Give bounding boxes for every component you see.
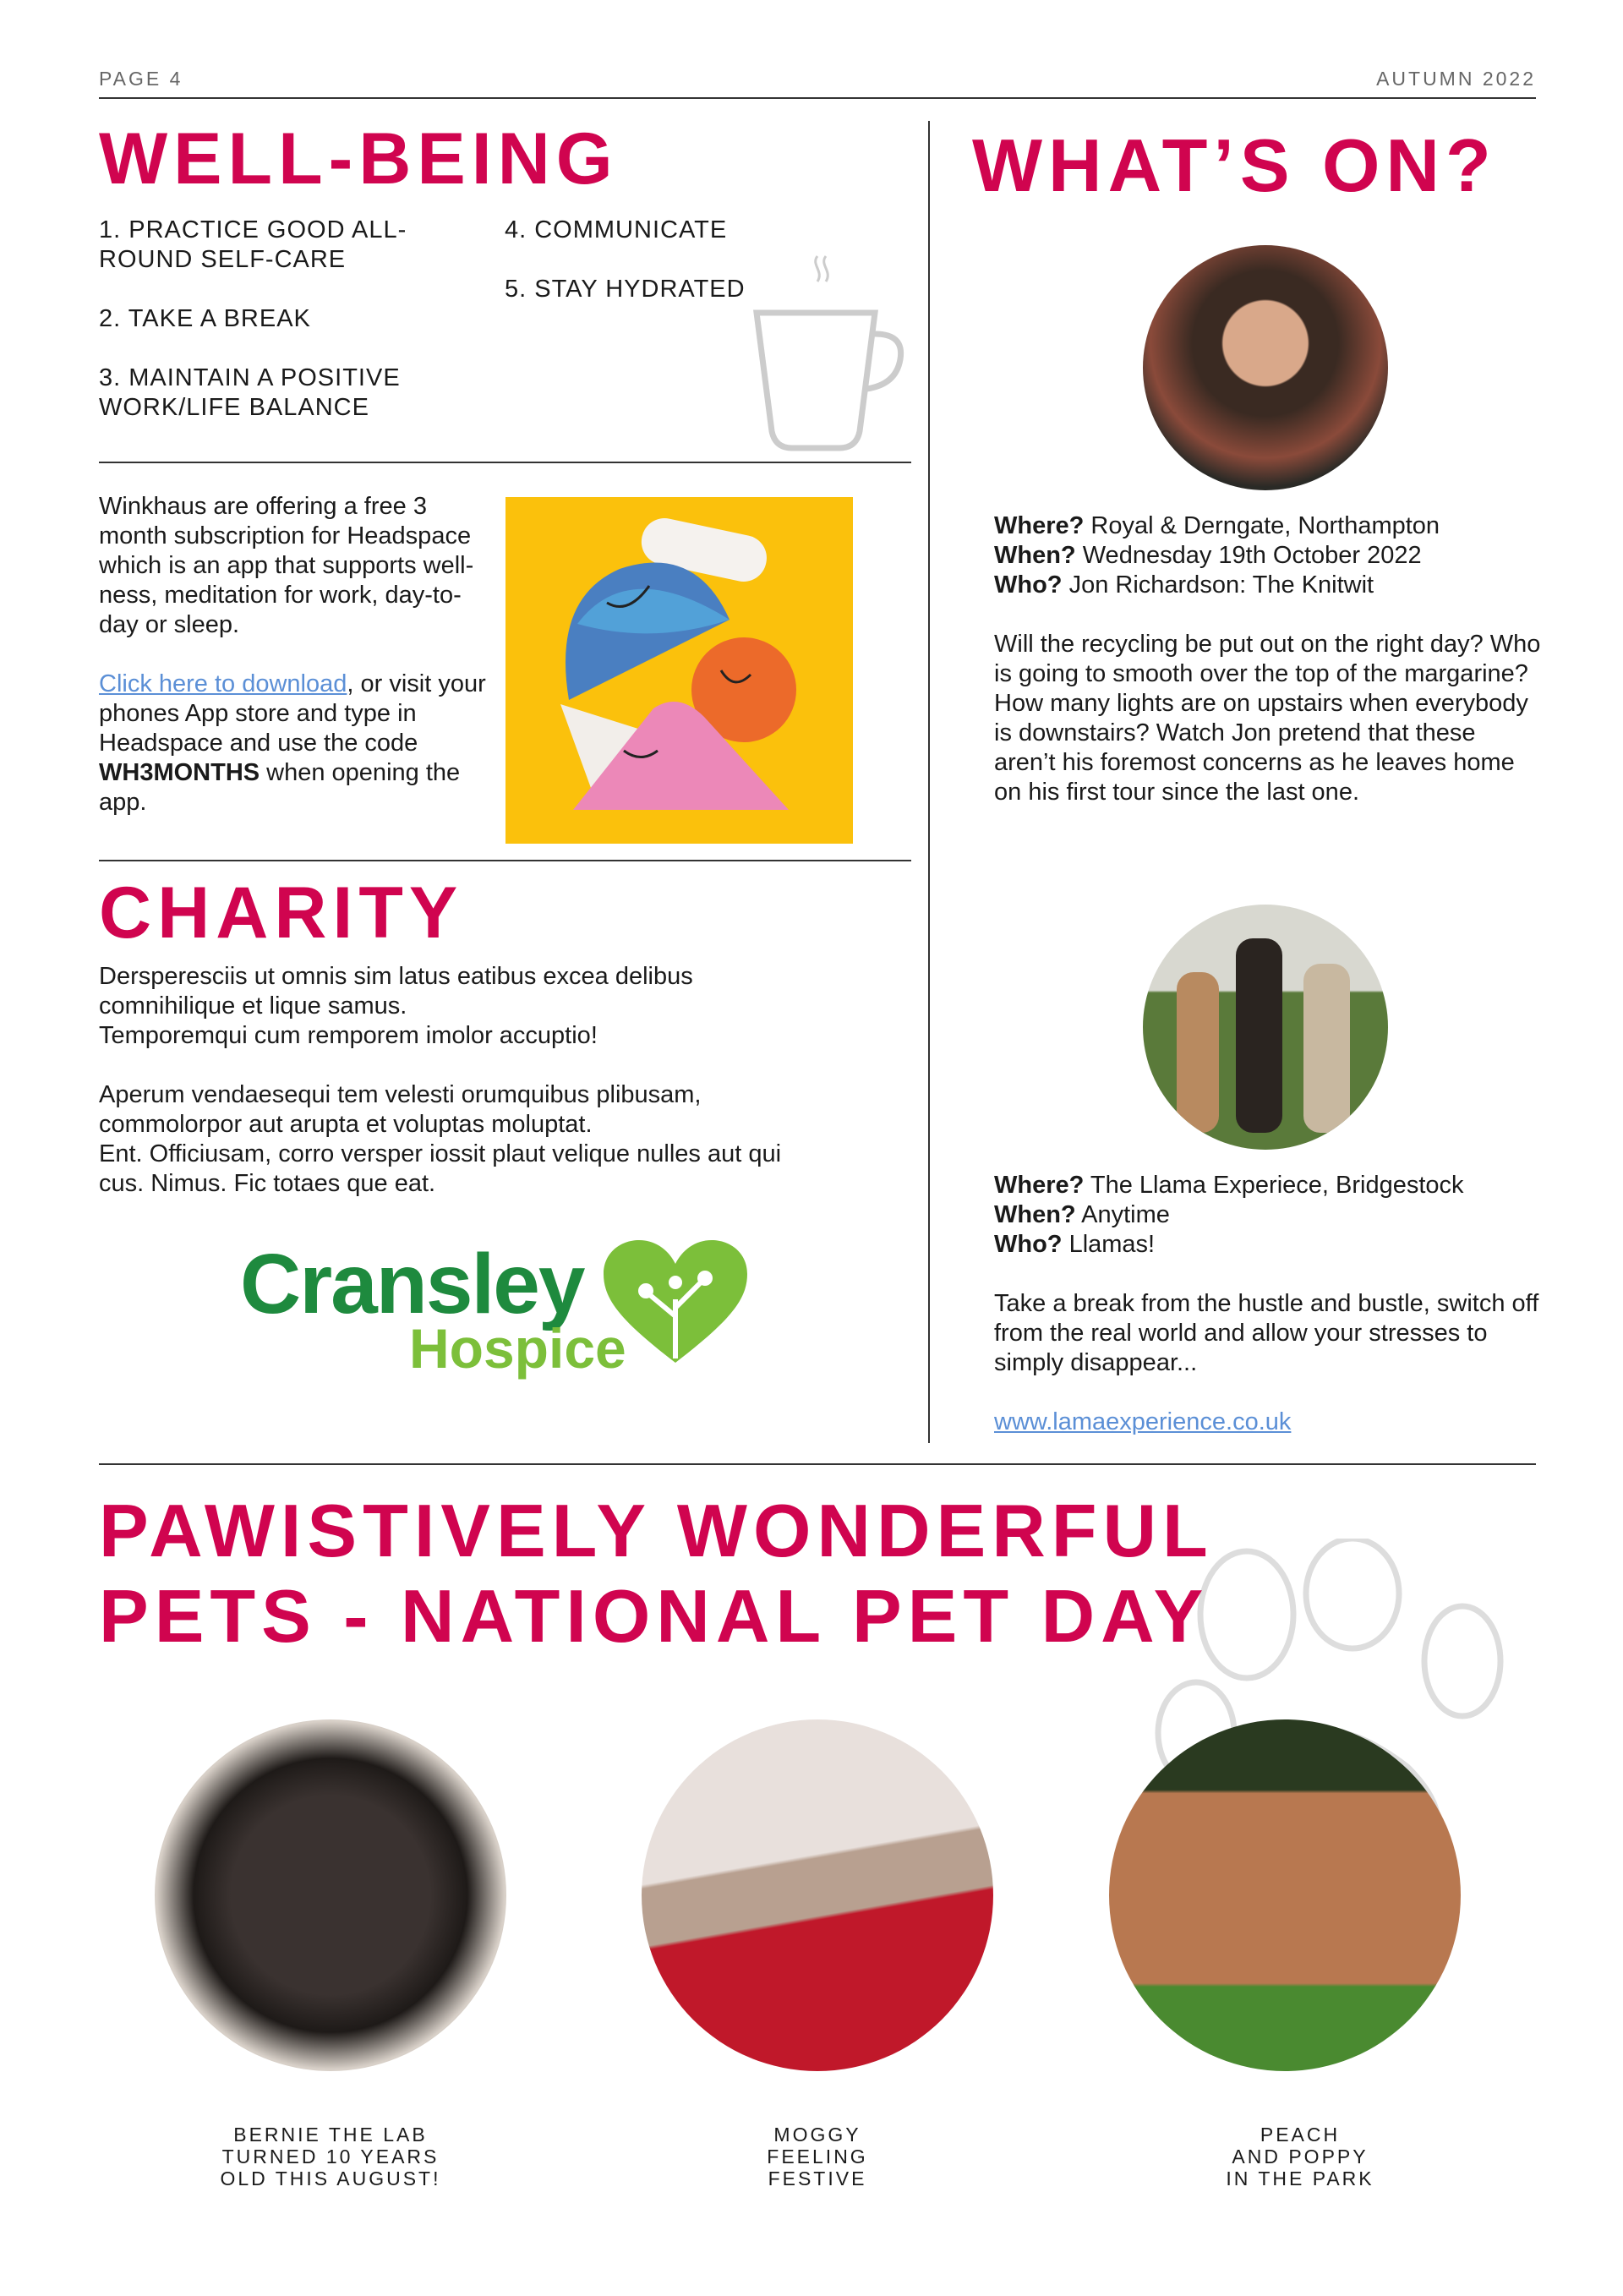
where-label: Where?: [994, 1172, 1085, 1199]
download-instructions: [99, 670, 488, 817]
who-value: Jon Richardson: The Knitwit: [1062, 571, 1374, 599]
event-description: Take a break from the hustle and bustle, switch off from the real world and allow your stresses to simply disappear...: [994, 1290, 1539, 1376]
instruction-text: when opening the app.: [99, 759, 461, 816]
promo-code: WH3MONTHS: [99, 759, 260, 786]
pets-title: [99, 1488, 1214, 1659]
whats-on-title: WHAT’S ON?: [972, 123, 1497, 207]
heart-tree-icon: [604, 1240, 747, 1367]
caption-bernie: BERNIE THE LAB TURNED 10 YEARS OLD THIS AUGUST!: [220, 2124, 441, 2189]
charity-title: CHARITY: [99, 872, 464, 954]
moggy-photo: [642, 1719, 993, 2071]
divider: [99, 1463, 1536, 1465]
when-value: Anytime: [1075, 1201, 1170, 1228]
when-value: Wednesday 19th October 2022: [1075, 542, 1422, 569]
tip-3: 3. MAINTAIN A POSITIVE WORK/LIFE BALANCE: [99, 364, 401, 421]
charity-paragraph: Aperum vendaesequi tem velesti orumquibus plibusam, commolorpor aut arupta et voluptas moluptat.: [99, 1081, 702, 1138]
caption-peach-poppy: PEACH AND POPPY IN THE PARK: [1226, 2124, 1374, 2189]
tip-5: 5. STAY HYDRATED: [505, 276, 746, 303]
instruction-text: , or visit your phones App store and type in Headspace and use the code: [99, 670, 486, 757]
divider: [99, 97, 1536, 99]
charity-paragraph: Dersperesciis ut omnis sim latus eatibus excea delibus comnihilique et lique samus.: [99, 963, 693, 1020]
column-divider: [928, 121, 930, 1443]
caption-moggy: MOGGY FEELING FESTIVE: [767, 2124, 868, 2189]
page-number: PAGE 4: [99, 68, 183, 90]
who-label: Who?: [994, 571, 1063, 599]
who-label: Who?: [994, 1231, 1063, 1258]
headspace-offer: [99, 492, 488, 817]
cransley-hospice-logo: [240, 1236, 756, 1388]
pets-title-line: PAWISTIVELY WONDERFUL: [99, 1489, 1214, 1572]
llama-website-link[interactable]: www.lamaexperience.co.uk: [994, 1408, 1292, 1435]
tip-1: 1. PRACTICE GOOD ALL-ROUND SELF-CARE: [99, 216, 407, 273]
where-value: The Llama Experiece, Bridgestock: [1084, 1172, 1464, 1199]
charity-paragraph: Ent. Officiusam, corro versper iossit plaut velique nulles aut qui cus. Nimus. Fic totaes que eat.: [99, 1140, 782, 1197]
bernie-photo: [155, 1719, 506, 2071]
event-1: [994, 511, 1544, 807]
event-description: Will the recycling be put out on the right day? Who is going to smooth over the top of the margarine? How many lights are on upstairs when everybody is downstairs? Watch Jon pretend that these aren’t his foremost concerns as he leaves home on his first tour since the last one.: [994, 631, 1541, 806]
issue-label: AUTUMN 2022: [1376, 68, 1536, 90]
divider: [99, 462, 911, 463]
charity-paragraph: Temporemqui cum remporem imolor accuptio!: [99, 1022, 598, 1049]
when-label: When?: [994, 542, 1076, 569]
coffee-cup-icon: [748, 249, 917, 452]
when-label: When?: [994, 1201, 1076, 1228]
jon-richardson-photo: [1143, 245, 1388, 490]
charity-text: [99, 962, 792, 1199]
pets-title-line: PETS - NATIONAL PET DAY: [99, 1574, 1210, 1658]
where-label: Where?: [994, 512, 1085, 539]
headspace-illustration: [505, 497, 853, 844]
tip-2: 2. TAKE A BREAK: [99, 305, 311, 332]
logo-text: Cransley: [240, 1237, 584, 1331]
wellbeing-title: WELL-BEING: [99, 118, 619, 200]
event-2: [994, 1171, 1552, 1437]
divider: [99, 860, 911, 861]
where-value: Royal & Derngate, Northampton: [1084, 512, 1440, 539]
who-value: Llamas!: [1062, 1231, 1156, 1258]
logo-text: Hospice: [409, 1317, 626, 1380]
download-link[interactable]: Click here to download: [99, 670, 347, 697]
peach-poppy-photo: [1109, 1719, 1461, 2071]
tip-4: 4. COMMUNICATE: [505, 216, 728, 243]
llama-photo: [1143, 905, 1388, 1150]
offer-text: Winkhaus are offering a free 3 month subscription for Headspace which is an app that supports well-ness, meditation for work, day-to-day or sleep.: [99, 493, 474, 638]
